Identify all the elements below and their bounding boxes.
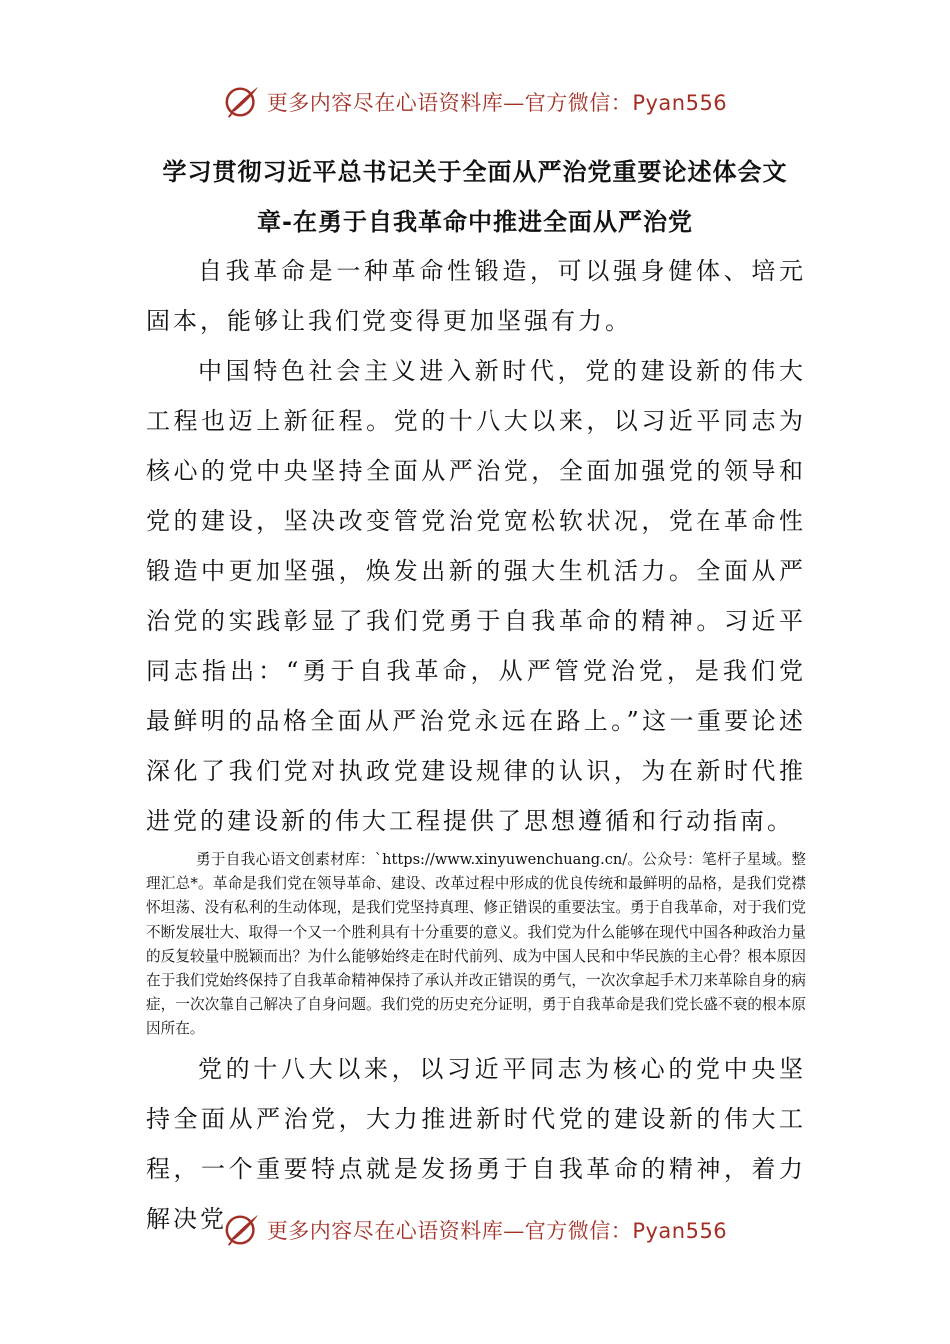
body-paragraph-2: 中国特色社会主义进入新时代，党的建设新的伟大工程也迈上新征程。党的十八大以来，以习近平同志为核心的党中央坚持全面从严治党，全面加强党的领导和党的建设，坚决改变管党治党宽松软状况，党在革命性锻造中更加坚强，焕发出新的强大生机活力。全面从严治党的实践彰显了我们党勇于自我革命的精神。习近平同志指出：“勇于自我革命，从严管党治党，是我们党最鲜明的品格全面从严治党永远在路上。”这一重要论述深化了我们党对执政党建设规律的认识，为在新时代推进党的建设新的伟大工程提供了思想遵循和行动指南。 <box>146 357 806 835</box>
quill-pen-circle-icon <box>223 83 261 121</box>
document-title-line-1: 学习贯彻习近平总书记关于全面从严治党重要论述体会文 <box>162 158 788 186</box>
body-paragraph-3: 党的十八大以来，以习近平同志为核心的党中央坚持全面从严治党，大力推进新时代党的建设新的伟大工程，一个重要特点就是发扬勇于自我革命的精神，着力解决党 <box>146 1055 806 1233</box>
footer-wechat-id: Pyan556 <box>632 1219 728 1243</box>
body-paragraph-1: 自我革命是一种革命性锻造，可以强身健体、培元固本，能够让我们党变得更加坚强有力。 <box>146 257 806 335</box>
quill-pen-circle-icon <box>223 1211 261 1249</box>
footer-banner-text: 更多内容尽在心语资料库—官方微信：Pyan556 <box>266 1219 728 1243</box>
header-wechat-id: Pyan556 <box>632 91 728 115</box>
body-paragraph-2-block <box>146 346 806 846</box>
footer-banner <box>0 1208 950 1252</box>
header-banner-text: 更多内容尽在心语资料库—官方微信：Pyan556 <box>266 91 728 115</box>
body-paragraph-1-block <box>146 246 806 346</box>
small-print-paragraph: 勇于自我心语文创素材库：`https://www.xinyuwenchuang.cn/。公众号：笔杆子星域。整理汇总*。革命是我们党在领导革命、建设、改革过程中形成的优良传统和最鲜明的品格，是我们党襟怀坦荡、没有私利的生动体现，是我们党坚持真理、修正错误的重要法宝。勇于自我革命，对于我们党不断发展壮大、取得一个又一个胜利具有十分重要的意义。我们党为什么能够在现代中国各种政治力量的反复较量中脱颖而出？为什么能够始终走在时代前列、成为中国人民和中华民族的主心骨？根本原因在于我们党始终保持了自我革命精神保持了承认并改正错误的勇气，一次次拿起手术刀来革除自身的病症，一次次靠自己解决了自身问题。我们党的历史充分证明，勇于自我革命是我们党长盛不衰的根本原因所在。 <box>146 851 806 1038</box>
header-banner <box>0 80 950 124</box>
document-title-line-2: 章-在勇于自我革命中推进全面从严治党 <box>257 208 693 236</box>
